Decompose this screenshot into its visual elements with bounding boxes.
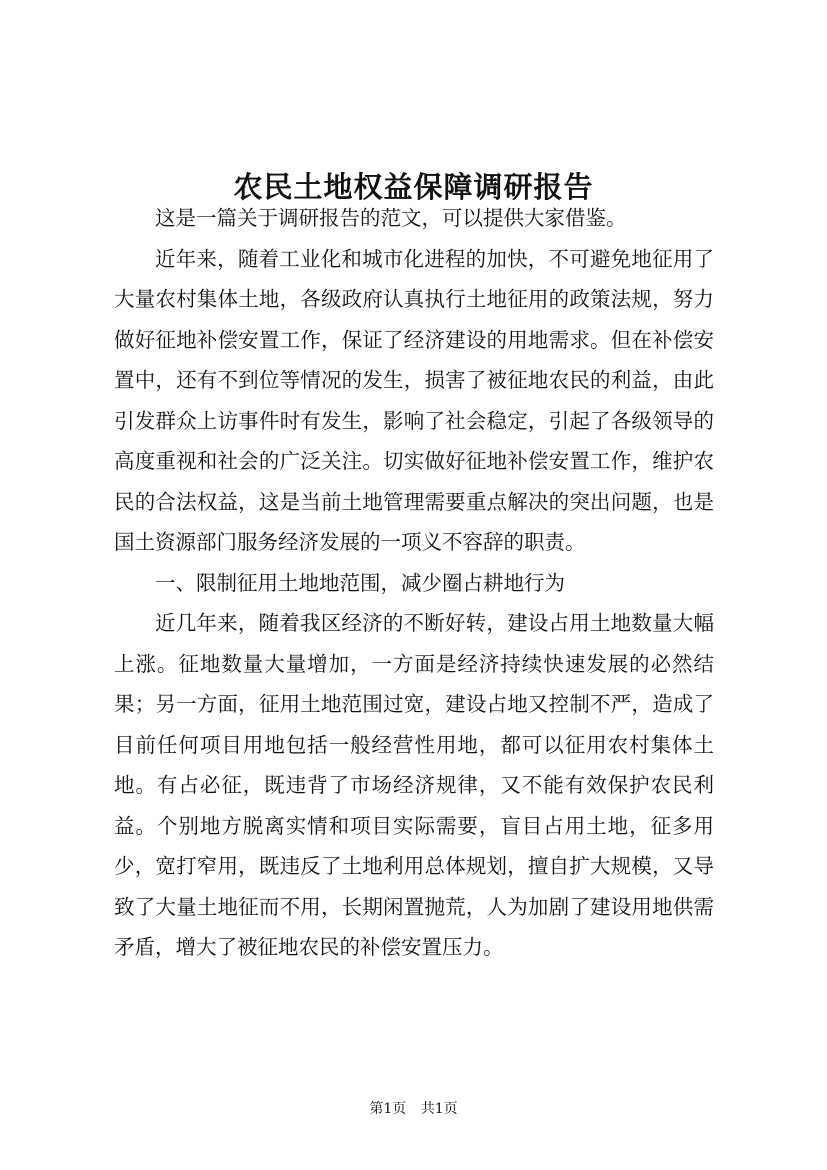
section-paragraph: 近几年来，随着我区经济的不断好转，建设占用土地数量大幅上涨。征地数量大量增加，一方面是经济持续快速发展的必然结果；另一方面，征用土地范围过宽，建设占地又控制不严，造成了目前任何项目用地包括一般经营性用地，都可以征用农村集体土地。有占必征，既违背了市场经济规律，又不能有效保护农民利益。个别地方脱离实情和项目实际需要，盲目占用土地，征多用少，宽打窄用，既违反了土地利用总体规划，擅自扩大规模，又导致了大量土地征而不用，长期闲置抛荒，人为加剧了建设用地供需矛盾，增大了被征地农民的补偿安置压力。: [114, 611, 714, 959]
background-paragraph: 近年来，随着工业化和城市化进程的加快，不可避免地征用了大量农村集体土地，各级政府认真执行土地征用的政策法规，努力做好征地补偿安置工作，保证了经济建设的用地需求。但在补偿安置中，还有不到位等情况的发生，损害了被征地农民的利益，由此引发群众上访事件时有发生，影响了社会稳定，引起了各级领导的高度重视和社会的广泛关注。切实做好征地补偿安置工作，维护农民的合法权益，这是当前土地管理需要重点解决的突出问题，也是国土资源部门服务经济发展的一项义不容辞的职责。: [114, 246, 714, 554]
page-number: 第1页: [369, 1101, 407, 1117]
total-pages: 共1页: [420, 1101, 458, 1117]
document-body: [114, 198, 714, 968]
intro-paragraph: 这是一篇关于调研报告的范文，可以提供大家借鉴。: [155, 206, 627, 230]
document-title: 农民土地权益保障调研报告: [233, 170, 594, 205]
page-footer: [0, 1099, 827, 1119]
section-heading: 一、限制征用土地地范围，减少圈占耕地行为: [155, 570, 565, 595]
